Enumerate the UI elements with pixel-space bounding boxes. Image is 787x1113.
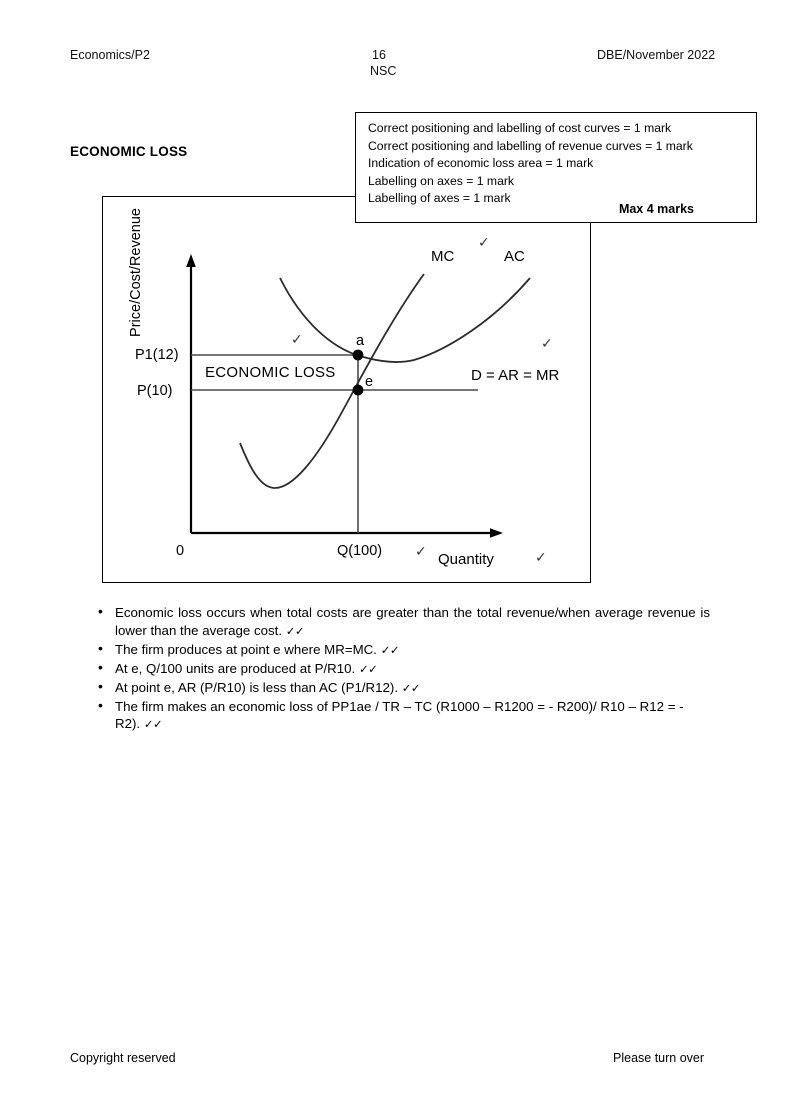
- mc-curve: [240, 274, 424, 488]
- rubric-line: Indication of economic loss area = 1 mark: [368, 156, 594, 171]
- x-axis-label: Quantity: [438, 551, 494, 568]
- list-item: [98, 604, 710, 640]
- x-axis-arrow: [490, 528, 503, 538]
- bullet-text: At e, Q/100 units are produced at P/R10.: [115, 660, 356, 676]
- rubric-line: Correct positioning and labelling of revenue curves = 1 mark: [368, 138, 693, 153]
- bullet-marks: ✓✓: [401, 680, 421, 695]
- answer-bullet-list: [78, 604, 710, 734]
- origin-label: 0: [176, 543, 185, 559]
- rubric-max-marks: Max 4 marks: [618, 202, 694, 216]
- point-e-marker: [353, 385, 364, 396]
- header-paper-code: NSC: [370, 64, 397, 78]
- bullet-marks: ✓✓: [358, 661, 378, 676]
- bullet-marks: ✓✓: [285, 623, 305, 638]
- footer-copyright: Copyright reserved: [70, 1051, 176, 1065]
- list-item: [98, 698, 710, 734]
- demand-curve-label: D = AR = MR: [471, 367, 560, 384]
- bullet-text: Economic loss occurs when total costs are greater than the total revenue/when average revenue is lower than the average cost.: [115, 605, 710, 638]
- bullet-list: [78, 604, 710, 734]
- economic-loss-area-label: ECONOMIC LOSS: [205, 364, 336, 381]
- axes: [191, 262, 495, 533]
- tick-mark-icon: ✓: [541, 336, 553, 352]
- header-exam-session: DBE/November 2022: [597, 48, 716, 62]
- rubric-criteria-list: [368, 120, 693, 208]
- list-item: [98, 679, 710, 698]
- list-item: [98, 641, 710, 660]
- rubric-line: Correct positioning and labelling of cost curves = 1 mark: [368, 121, 672, 135]
- tick-mark-icon: ✓: [415, 544, 427, 560]
- price-label-p0: P(10): [137, 383, 173, 399]
- ac-curve: [280, 278, 530, 362]
- list-item: [98, 660, 710, 679]
- header-page-number: 16: [372, 48, 386, 62]
- y-axis-arrow: [186, 254, 196, 267]
- bullet-marks: ✓✓: [380, 642, 399, 657]
- bullet-marks: ✓✓: [143, 717, 163, 731]
- mc-curve-label: MC: [431, 248, 455, 265]
- header-subject: Economics/P2: [70, 48, 150, 62]
- rubric-line: Labelling of axes = 1 mark: [368, 191, 511, 206]
- rubric-line: Labelling on axes = 1 mark: [368, 173, 515, 188]
- tick-mark-icon: ✓: [478, 235, 490, 251]
- tick-mark-icon: ✓: [535, 550, 547, 566]
- price-label-p1: P1(12): [135, 347, 179, 363]
- bullet-text: At point e, AR (P/R10) is less than AC (P1/R12).: [115, 679, 399, 695]
- footer-turn-over: Please turn over: [613, 1051, 705, 1065]
- point-a-marker: [353, 350, 364, 361]
- quantity-value-label: Q(100): [337, 543, 383, 559]
- bullet-text: The firm produces at point e where MR=MC.: [115, 641, 377, 657]
- marking-rubric-box: [355, 112, 757, 223]
- y-axis-label: Price/Cost/Revenue: [128, 208, 144, 337]
- point-a-label: a: [356, 333, 365, 349]
- point-e-label: e: [365, 374, 374, 390]
- section-title: ECONOMIC LOSS: [70, 144, 188, 159]
- ac-curve-label: AC: [504, 248, 525, 265]
- tick-mark-icon: ✓: [291, 332, 303, 348]
- bullet-text: The firm makes an economic loss of PP1ae / TR – TC (R1000 – R1200 = - R200)/ R10 – R12 = - R2).: [115, 698, 684, 731]
